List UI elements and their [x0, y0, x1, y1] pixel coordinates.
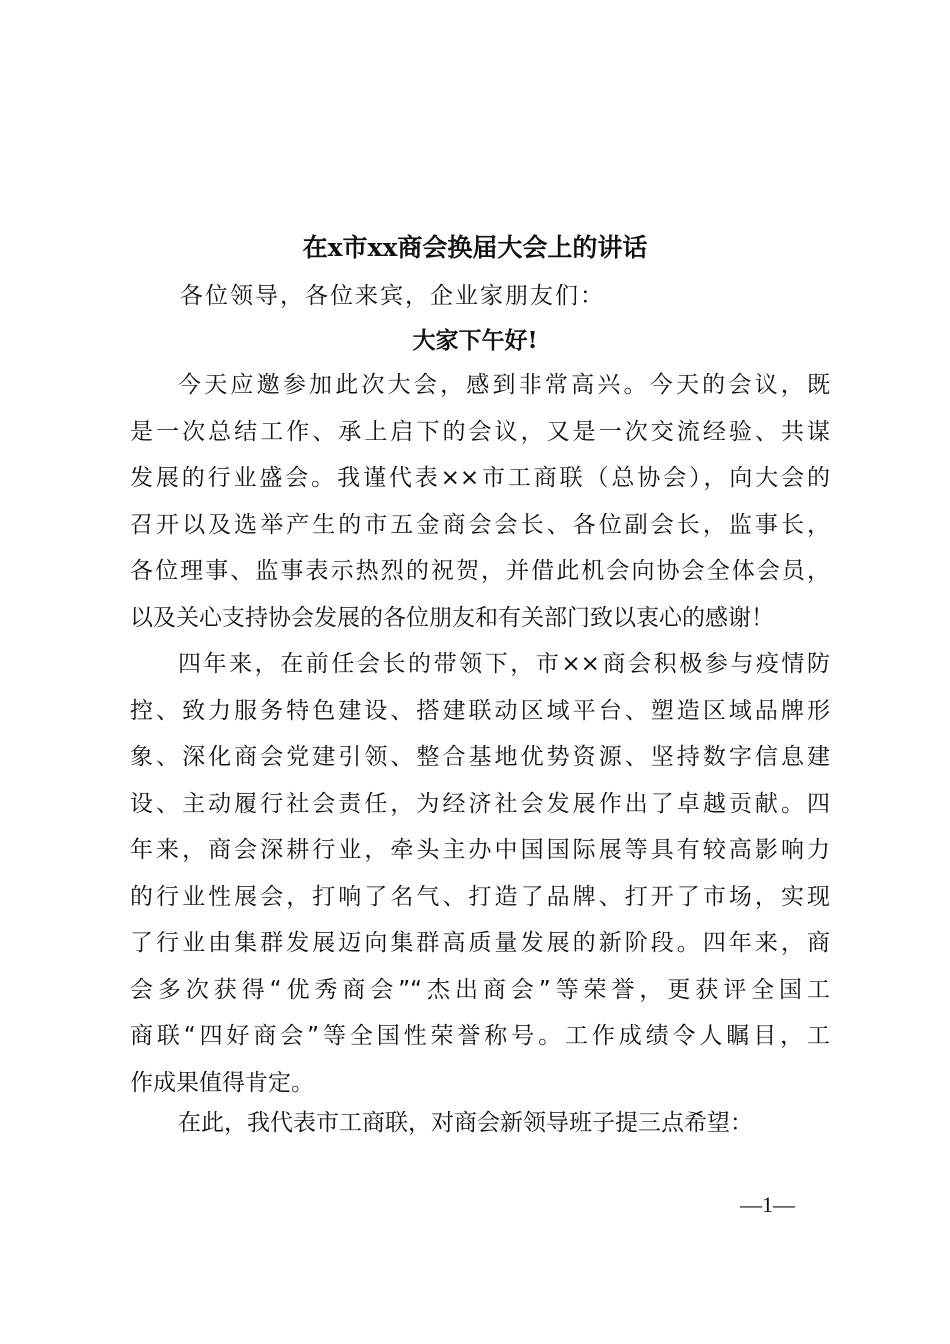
paragraph-line: 年来，商会深耕行业，牵头主办中国国际展等具有较高影响力	[130, 837, 830, 863]
paragraph-opening	[130, 362, 830, 641]
paragraph-line: 在此，我代表市工商联，对商会新领导班子提三点希望：	[178, 1110, 753, 1136]
paragraph-hopes	[130, 1100, 830, 1147]
salutation: 各位领导，各位来宾，企业家朋友们：	[180, 283, 605, 309]
paragraph-line: 发展的行业盛会。我谨代表××市工商联（总协会），向大会的	[130, 465, 830, 491]
paragraph-line: 控、致力服务特色建设、搭建联动区域平台、塑造区域品牌形	[130, 697, 830, 724]
paragraph-line: 作成果值得肯定。	[130, 1069, 314, 1096]
paragraph-line: 今天应邀参加此次大会，感到非常高兴。今天的会议，既	[178, 372, 830, 398]
paragraph-line: 召开以及选举产生的市五金商会会长、各位副会长，监事长，	[130, 511, 830, 538]
paragraph-achievements	[130, 641, 830, 1106]
paragraph-line: 四年来，在前任会长的带领下，市××商会积极参与疫情防	[178, 651, 830, 677]
paragraph-line: 设、主动履行社会责任，为经济社会发展作出了卓越贡献。四	[130, 790, 830, 817]
paragraph-line: 是一次总结工作、承上启下的会议，又是一次交流经验、共谋	[130, 418, 830, 445]
document-title: 在x市xx商会换届大会上的讲话	[302, 233, 648, 262]
paragraph-line: 象、深化商会党建引领、整合基地优势资源、坚持数字信息建	[130, 744, 830, 770]
greeting: 大家下午好!	[412, 327, 538, 354]
paragraph-line: 了行业由集群发展迈向集群高质量发展的新阶段。四年来，商	[130, 930, 830, 956]
paragraph-line: 商联“四好商会”等全国性荣誉称号。工作成绩令人瞩目，工	[130, 1023, 830, 1049]
paragraph-line: 会多次获得“优秀商会”“杰出商会”等荣誉，更获评全国工	[130, 976, 830, 1003]
paragraph-line: 各位理事、监事表示热烈的祝贺，并借此机会向协会全体会员，	[130, 558, 830, 584]
paragraph-line: 以及关心支持协会发展的各位朋友和有关部门致以衷心的感谢！	[130, 604, 774, 631]
page-number: —1—	[740, 1192, 795, 1217]
paragraph-line: 的行业性展会，打响了名气、打造了品牌、打开了市场，实现	[130, 883, 830, 910]
